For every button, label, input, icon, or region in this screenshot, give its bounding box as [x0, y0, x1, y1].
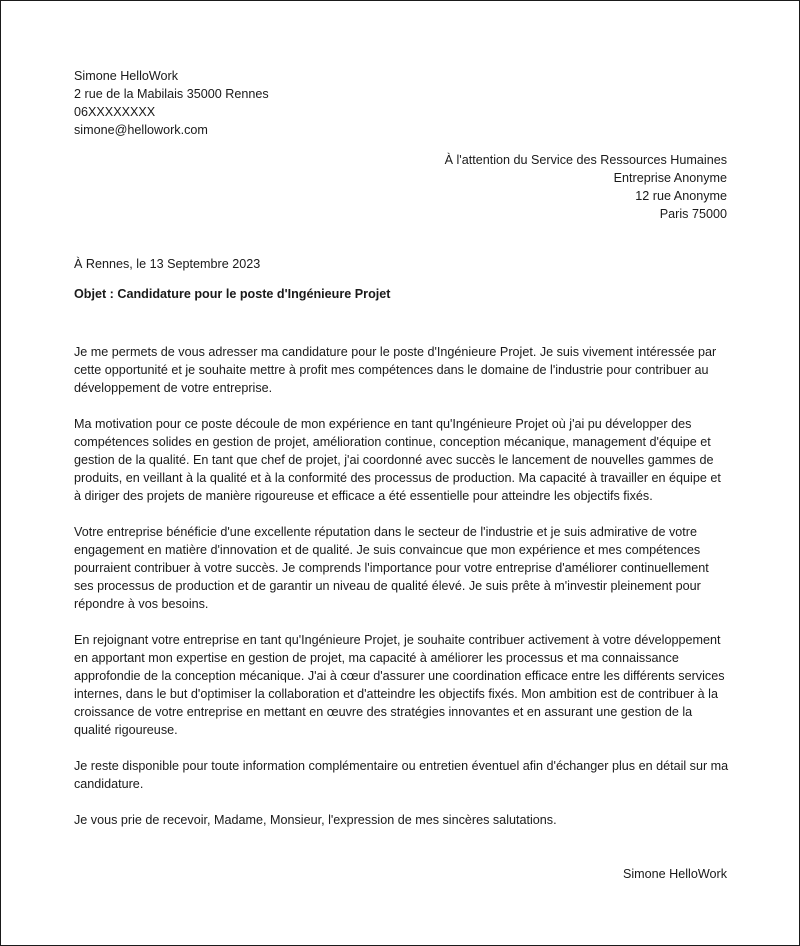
recipient-block	[445, 151, 727, 223]
sender-name: Simone HelloWork	[74, 69, 179, 83]
signature: Simone HelloWork	[622, 867, 727, 881]
paragraph-intro: Je me permets de vous adresser ma candidature pour le poste d'Ingénieure Projet. Je suis vivement intéressée par cette opportunité et je souhaite mettre à profit mes compétences dans le domaine de l'industrie pour contribuer au développement de votre entreprise.	[74, 345, 717, 395]
sender-email: simone@hellowork.com	[74, 123, 208, 137]
letter-body	[74, 343, 730, 847]
recipient-street: 12 rue Anonyme	[635, 189, 727, 203]
recipient-city: Paris 75000	[659, 207, 727, 221]
date-line: À Rennes, le 13 Septembre 2023	[74, 257, 261, 271]
paragraph-closing: Je vous prie de recevoir, Madame, Monsieur, l'expression de mes sincères salutations.	[74, 813, 557, 827]
paragraph-company: Votre entreprise bénéficie d'une excellente réputation dans le secteur de l'industrie et je suis admirative de votre engagement en matière d'innovation et de qualité. Je suis convaincue que mon expérience et mes compétences pourraient contribuer à votre succès. Je comprends l'importance pour votre entreprise d'améliorer continuellement ses processus de production et de garantir un niveau de qualité élevé. Je suis prête à m'investir pleinement pour répondre à vos besoins.	[74, 525, 709, 611]
sender-block	[74, 67, 269, 139]
paragraph-contribution: En rejoignant votre entreprise en tant qu'Ingénieure Projet, je souhaite contribuer activement à votre développement en apportant mon expertise en gestion de projet, ma capacité à améliorer les processus et ma connaissance approfondie de la conception mécanique. J'ai à cœur d'assurer une coordination efficace entre les différents services internes, dans le but d'optimiser la collaboration et d'atteindre les objectifs fixés. Mon ambition est de contribuer à la croissance de votre entreprise en mettant en œuvre des stratégies innovantes et en assurant une gestion de la qualité rigoureuse.	[74, 633, 725, 737]
sender-phone: 06XXXXXXXX	[74, 105, 156, 119]
subject-line: Objet : Candidature pour le poste d'Ingénieure Projet	[74, 287, 391, 301]
paragraph-availability: Je reste disponible pour toute information complémentaire ou entretien éventuel afin d'échanger plus en détail sur ma candidature.	[74, 759, 729, 791]
recipient-attention: À l'attention du Service des Ressources Humaines	[444, 153, 727, 167]
paragraph-motivation: Ma motivation pour ce poste découle de mon expérience en tant qu'Ingénieure Projet où j'ai pu développer des compétences solides en gestion de projet, amélioration continue, conception mécanique, management d'équipe et gestion de la qualité. En tant que chef de projet, j'ai coordonné avec succès le lancement de nouvelles gammes de produits, en veillant à la qualité et à la conformité des processus de production. Ma capacité à travailler en équipe et à diriger des projets de manière rigoureuse et efficace a été essentielle pour atteindre les objectifs fixés.	[74, 417, 721, 503]
sender-address: 2 rue de la Mabilais 35000 Rennes	[74, 87, 269, 101]
recipient-company: Entreprise Anonyme	[613, 171, 727, 185]
